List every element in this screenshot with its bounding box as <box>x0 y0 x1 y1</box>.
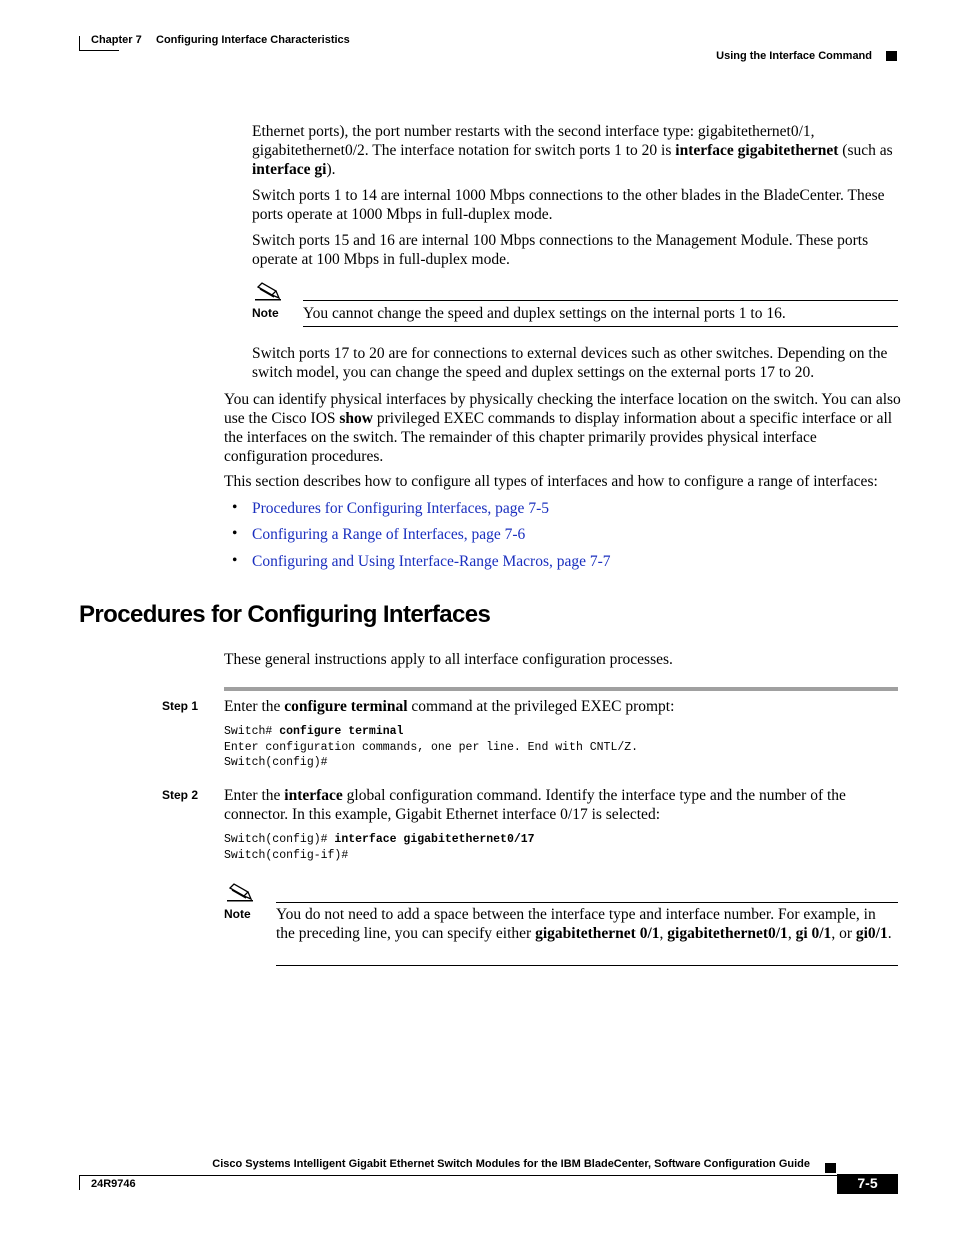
note-pencil-icon <box>226 882 254 902</box>
code-prompt: Switch(config)# <box>224 756 328 769</box>
footer-marker <box>825 1163 836 1173</box>
header-chapter: Chapter 7 <box>91 34 142 46</box>
note-2-sep-1: , <box>659 925 668 942</box>
footer-title: Cisco Systems Intelligent Gigabit Ethernet Switch Modules for the IBM BladeCenter, Software Configuration Guide <box>212 1158 810 1170</box>
section-intro: These general instructions apply to all interface configuration processes. <box>224 651 673 668</box>
step-2-code <box>224 832 535 863</box>
intro-p1-text-2: (such as <box>838 142 893 159</box>
code-prompt: Switch(config-if)# <box>224 848 349 862</box>
intro-p1-bold-2: interface gi <box>252 161 327 178</box>
note-2-sep-2: , <box>787 925 796 942</box>
intro-p1-bold: interface gigabitethernet <box>675 142 839 159</box>
header-left-bar <box>79 36 80 51</box>
header-rule <box>79 50 119 51</box>
p5-text-2: privileged EXEC commands to display information about a specific interface or all the interfaces on the switch. The remainder of this chapter primarily provides physical interface configuration procedures. <box>224 410 893 465</box>
header-section: Using the Interface Command <box>716 50 872 62</box>
intro-paragraph-3: Switch ports 15 and 16 are internal 100 Mbps connections to the Management Module. These ports operate at 100 Mbps in full-duplex mode. <box>252 232 869 268</box>
note-2-text-a: You do not need to add a space between the interface type and interface number. For example, in the preceding line, you can specify either <box>276 906 876 942</box>
code-prompt: Switch# <box>224 725 280 738</box>
intro-p1-text-3: ). <box>326 161 336 178</box>
bullet-2: • <box>232 525 238 542</box>
note-1-top-rule <box>303 300 898 301</box>
step-2-text-bold: interface <box>284 787 343 804</box>
note-2-sep-3: , or <box>831 925 856 942</box>
note-2-bold-2: gigabitethernet0/1 <box>667 925 788 942</box>
note-2-text <box>276 905 898 943</box>
steps-top-bar <box>224 687 898 691</box>
intro-paragraph-2: Switch ports 1 to 14 are internal 1000 Mbps connections to the other blades in the BladeCenter. These ports operate at 1000 Mbps in full-duplex mode. <box>252 187 885 223</box>
step-2-text-a: Enter the <box>224 787 285 804</box>
bullet-1: • <box>232 499 238 516</box>
bullet-3: • <box>232 552 238 569</box>
note-2-end: . <box>887 925 892 942</box>
intro-p1-text: Ethernet ports), the port number restarts with the second interface type: gigabitethernet0/1, gigabitethernet0/2. The interface notation for switch ports 1 to 20 is <box>252 123 815 159</box>
note-1-bottom-rule <box>303 326 898 327</box>
link-interface-range-macros[interactable]: Configuring and Using Interface-Range Macros, page 7-7 <box>252 553 611 570</box>
code-command: interface gigabitethernet0/17 <box>334 833 535 846</box>
step-1-text <box>224 697 898 716</box>
note-pencil-icon <box>254 281 282 301</box>
step-1-label: Step 1 <box>162 699 199 713</box>
note-2-top-rule <box>276 902 898 903</box>
intro-paragraph-1 <box>252 122 902 179</box>
code-output: Enter configuration commands, one per line. End with CNTL/Z. <box>224 740 639 754</box>
step-2-text-b: global configuration command. Identify the interface type and the number of the connector. In this example, Gigabit Ethernet interface 0/17 is selected: <box>224 787 846 823</box>
note-2-bold-4: gi0/1 <box>855 925 888 942</box>
step-2-text <box>224 786 898 824</box>
note-2-bold-1: gigabitethernet 0/1 <box>535 925 660 942</box>
footer-rule <box>79 1175 837 1176</box>
footer-page-number: 7-5 <box>857 1175 878 1191</box>
step-1-code <box>224 724 638 771</box>
code-command: configure terminal <box>279 725 404 738</box>
note-1-text: You cannot change the speed and duplex settings on the internal ports 1 to 16. <box>303 305 786 322</box>
step-1-text-b: command at the privileged EXEC prompt: <box>407 698 675 715</box>
code-prompt: Switch(config)# <box>224 833 335 846</box>
note-2-label: Note <box>224 907 251 921</box>
step-2-label: Step 2 <box>162 788 199 802</box>
paragraph-external-ports: Switch ports 17 to 20 are for connections to external devices such as other switches. Depending on the switch model, you can change the speed and duplex settings on the external ports 17 to 20. <box>252 345 888 381</box>
header-section-marker <box>886 51 897 61</box>
header-chapter-title: Configuring Interface Characteristics <box>156 34 350 46</box>
p5-bold: show <box>339 410 373 427</box>
link-configuring-range-interfaces[interactable]: Configuring a Range of Interfaces, page 7-6 <box>252 526 526 543</box>
note-2-bold-3: gi 0/1 <box>795 925 832 942</box>
paragraph-identify-interfaces <box>224 390 902 466</box>
footer-left-bar <box>79 1175 80 1190</box>
footer-doc-number: 24R9746 <box>91 1178 136 1190</box>
link-procedures-configuring-interfaces[interactable]: Procedures for Configuring Interfaces, page 7-5 <box>252 500 549 517</box>
section-title: Procedures for Configuring Interfaces <box>79 601 491 628</box>
p5-text: You can identify physical interfaces by physically checking the interface location on the switch. You can also use the Cisco IOS <box>224 391 901 427</box>
paragraph-section-overview: This section describes how to configure all types of interfaces and how to configure a range of interfaces: <box>224 473 878 490</box>
step-1-text-a: Enter the <box>224 698 285 715</box>
note-1-label: Note <box>252 306 279 320</box>
step-1-text-bold: configure terminal <box>284 698 408 715</box>
note-2-bottom-rule <box>276 965 898 966</box>
